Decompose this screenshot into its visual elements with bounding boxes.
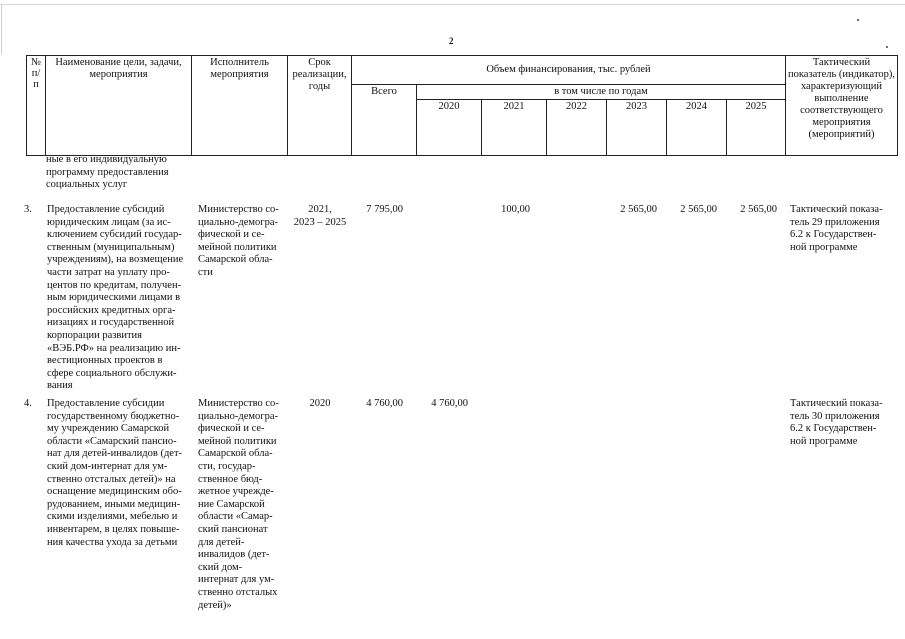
- header-funding: Объем финансирования, тыс. рублей: [352, 56, 786, 85]
- row-total: 7 795,00: [366, 204, 403, 215]
- row-number: 3.: [24, 204, 32, 215]
- header-year: 2020: [417, 100, 482, 156]
- row-indicator: Тактический показа- тель 29 приложения 6.2 к Государствен- ной программе: [790, 204, 883, 253]
- header-name: Наименование цели, задачи, мероприятия: [46, 56, 192, 156]
- row-executor: Министерство со- циально-демогра- фической и се- мейной политики Самарской обла- сти: [198, 204, 279, 278]
- scan-edge-top: [0, 4, 905, 5]
- header-total: Всего: [352, 85, 417, 156]
- header-year: 2023: [607, 100, 667, 156]
- table-header: [26, 55, 898, 156]
- row-year-2020: 4 760,00: [431, 398, 468, 409]
- header-year: 2025: [727, 100, 786, 156]
- row-period: 2021, 2023 – 2025: [293, 204, 347, 228]
- row-indicator: Тактический показа- тель 30 приложения 6.2 к Государствен- ной программе: [790, 398, 883, 447]
- header-year: 2021: [482, 100, 547, 156]
- header-year: 2022: [547, 100, 607, 156]
- row-total: 4 760,00: [366, 398, 403, 409]
- header-indicator: Тактический показатель (индикатор), характеризующий выполнение соответствующего мероприятия (мероприятий): [786, 56, 898, 156]
- continuation-text: ные в его индивидуальную программу предоставления социальных услуг: [46, 154, 169, 191]
- header-period: Срок реализации, годы: [288, 56, 352, 156]
- scan-speck: [886, 46, 888, 48]
- row-name: Предоставление субсидии государственному бюджетно- му учреждению Самарской области «Самарский пансио- нат для детей-инвалидов (дет- ский дом-интернат для ум- ственно отсталых детей)» на оснащение медицинским обо- рудованием, иными медицин- скими изделиями, мебелью и инвентарем, в целях повыше- ния качества ухода за детьми: [47, 398, 183, 548]
- page-number: 2: [449, 36, 454, 46]
- header-by-years: в том числе по годам: [417, 85, 786, 100]
- row-executor: Министерство со- циально-демогра- фической и се- мейной политики Самарской обла- сти, государ- ственное бюд- жетное учрежде- ние Самарской области «Самар- ский пансионат для детей- инвалидов (дет- ский дом- интернат для ум- ственно отсталых детей)»: [198, 398, 279, 611]
- row-year-2021: 100,00: [501, 204, 530, 215]
- row-year-2024: 2 565,00: [680, 204, 717, 215]
- row-period: 2020: [309, 398, 331, 409]
- row-number: 4.: [24, 398, 32, 409]
- row-year-2025: 2 565,00: [740, 204, 777, 215]
- header-year: 2024: [667, 100, 727, 156]
- scan-speck: [857, 19, 859, 21]
- row-name: Предоставление субсидий юридическим лицам (за ис- ключением субсидий государ- ственным (муниципальным) учреждениям), на возмещение части затрат на уплату про- центов по кредитам, получен- ным юридическими лицами в российских кредитных орга- низациях и государственной корпорации развития «ВЭБ.РФ» на реализацию ин- вестиционных проектов в сфере социального обслужи- вания: [47, 204, 184, 392]
- header-executor: Исполнитель мероприятия: [192, 56, 288, 156]
- row-year-2023: 2 565,00: [620, 204, 657, 215]
- scan-edge-left: [1, 4, 2, 54]
- header-num: № п/п: [27, 56, 46, 156]
